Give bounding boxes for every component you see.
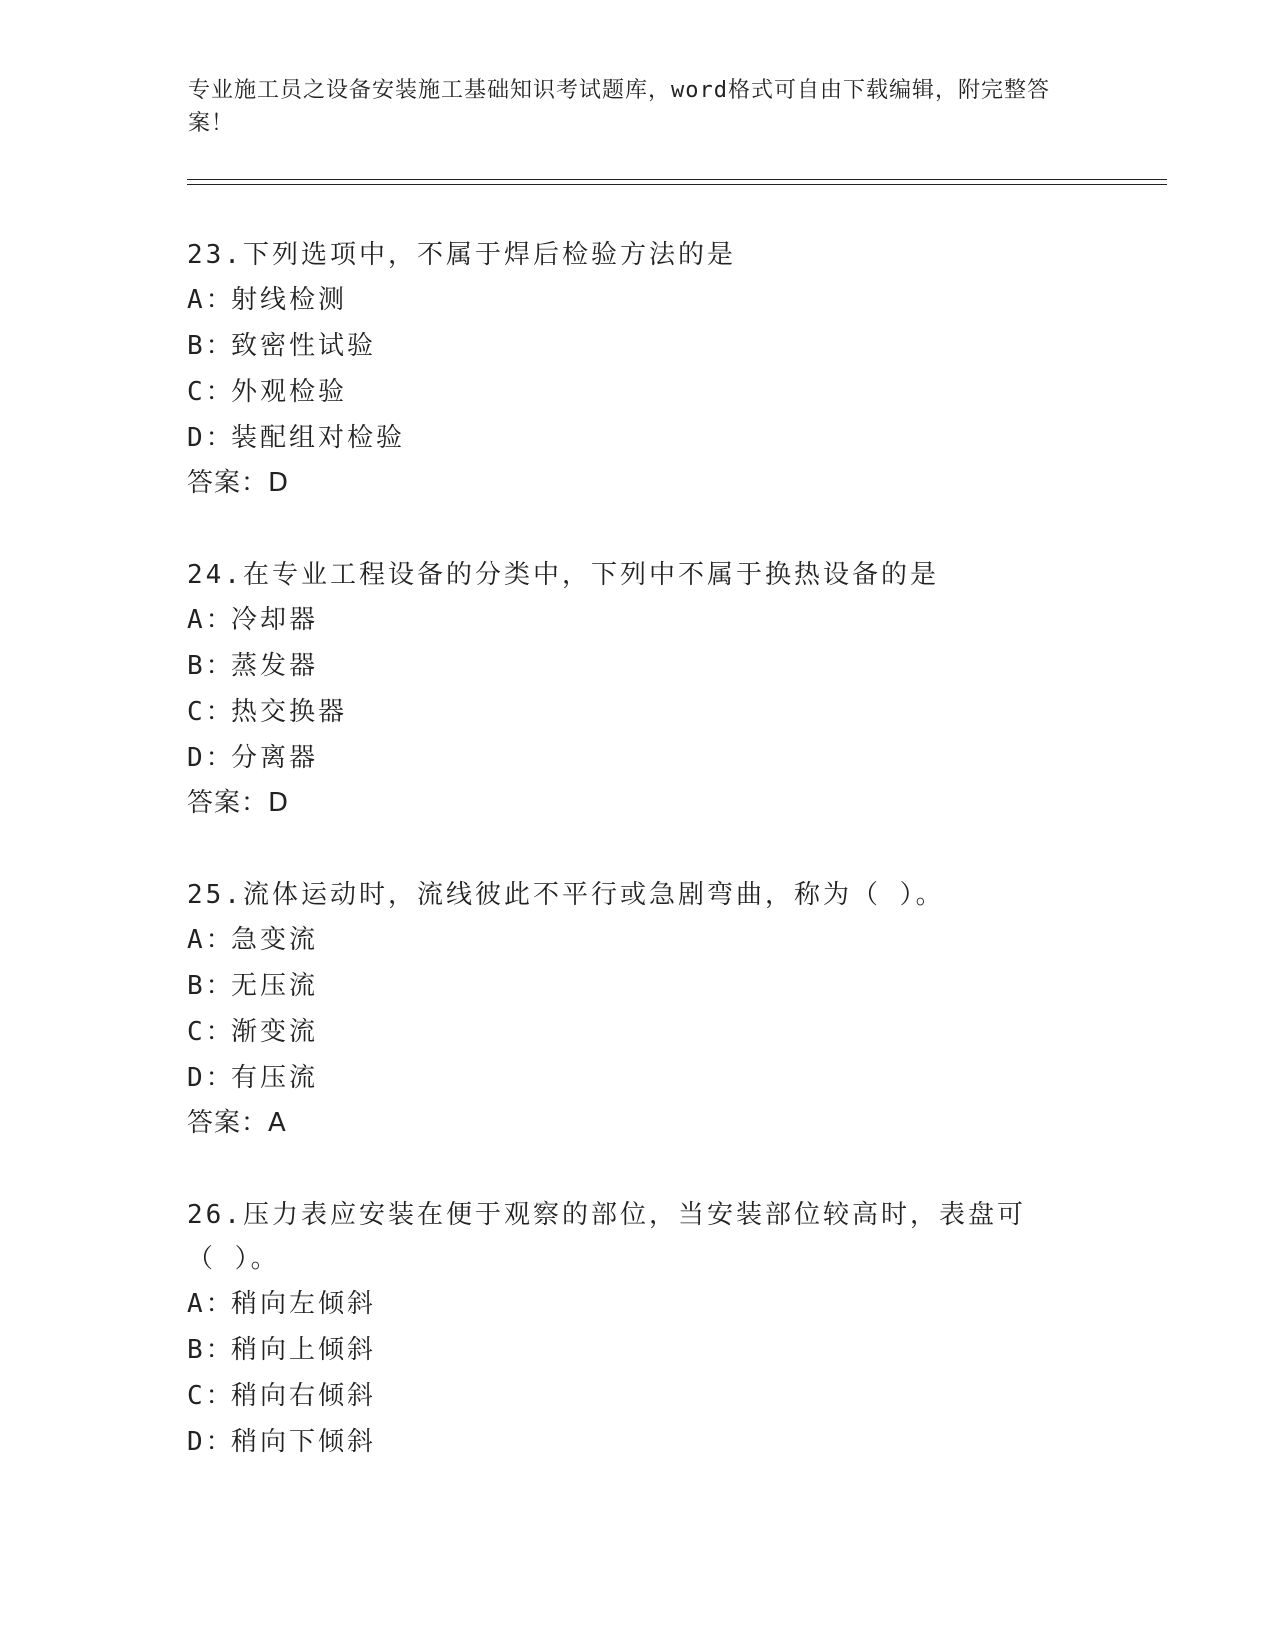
option-d: [187, 1419, 1047, 1465]
option-text: 射线检测: [231, 285, 348, 315]
option-b: [187, 963, 1087, 1009]
question-stem: 23.下列选项中，不属于焊后检验方法的是: [187, 240, 736, 270]
option-key: A：: [187, 605, 235, 635]
option-text: 分离器: [231, 743, 319, 773]
question-25: [187, 873, 1087, 1145]
option-c: [187, 1009, 1087, 1055]
header-divider-top: [187, 179, 1167, 180]
option-text: 热交换器: [231, 697, 348, 727]
option-text: 急变流: [231, 925, 319, 955]
option-key: D：: [187, 423, 235, 453]
option-c: [187, 689, 1087, 735]
option-text: 稍向左倾斜: [231, 1289, 377, 1319]
option-b: [187, 643, 1087, 689]
option-d: [187, 415, 1087, 461]
option-key: B：: [187, 651, 235, 681]
option-key: D：: [187, 1063, 235, 1093]
option-text: 渐变流: [231, 1017, 319, 1047]
question-26: [187, 1193, 1047, 1465]
option-b: [187, 1327, 1047, 1373]
option-key: B：: [187, 1335, 235, 1365]
question-stem: 24.在专业工程设备的分类中，下列中不属于换热设备的是: [187, 560, 939, 590]
answer: 答案：D: [187, 788, 290, 818]
option-text: 外观检验: [231, 377, 348, 407]
option-key: B：: [187, 971, 235, 1001]
option-key: D：: [187, 1427, 235, 1457]
option-key: D：: [187, 743, 235, 773]
option-a: [187, 277, 1087, 323]
option-key: C：: [187, 1381, 235, 1411]
option-text: 稍向上倾斜: [231, 1335, 377, 1365]
question-24: [187, 553, 1087, 825]
document-header: 专业施工员之设备安装施工基础知识考试题库，word格式可自由下载编辑，附完整答案！: [188, 78, 1050, 136]
option-text: 致密性试验: [231, 331, 377, 361]
answer: 答案：D: [187, 468, 290, 498]
option-key: C：: [187, 697, 235, 727]
option-text: 装配组对检验: [231, 423, 406, 453]
option-c: [187, 1373, 1047, 1419]
option-text: 稍向下倾斜: [231, 1427, 377, 1457]
header-divider-bottom: [187, 184, 1167, 185]
question-stem: 26.压力表应安装在便于观察的部位，当安装部位较高时，表盘可（ ）。: [187, 1200, 1026, 1274]
option-key: A：: [187, 1289, 235, 1319]
option-text: 稍向右倾斜: [231, 1381, 377, 1411]
option-text: 无压流: [231, 971, 319, 1001]
option-text: 蒸发器: [231, 651, 319, 681]
question-23: [187, 233, 1087, 505]
option-a: [187, 597, 1087, 643]
question-stem: 25.流体运动时，流线彼此不平行或急剧弯曲，称为（ ）。: [187, 880, 945, 910]
option-key: C：: [187, 1017, 235, 1047]
option-c: [187, 369, 1087, 415]
option-key: C：: [187, 377, 235, 407]
option-key: B：: [187, 331, 235, 361]
option-text: 冷却器: [231, 605, 319, 635]
option-b: [187, 323, 1087, 369]
answer: 答案：A: [187, 1108, 287, 1138]
option-a: [187, 917, 1087, 963]
option-a: [187, 1281, 1047, 1327]
option-key: A：: [187, 925, 235, 955]
option-d: [187, 735, 1087, 781]
option-key: A：: [187, 285, 235, 315]
option-text: 有压流: [231, 1063, 319, 1093]
option-d: [187, 1055, 1087, 1101]
